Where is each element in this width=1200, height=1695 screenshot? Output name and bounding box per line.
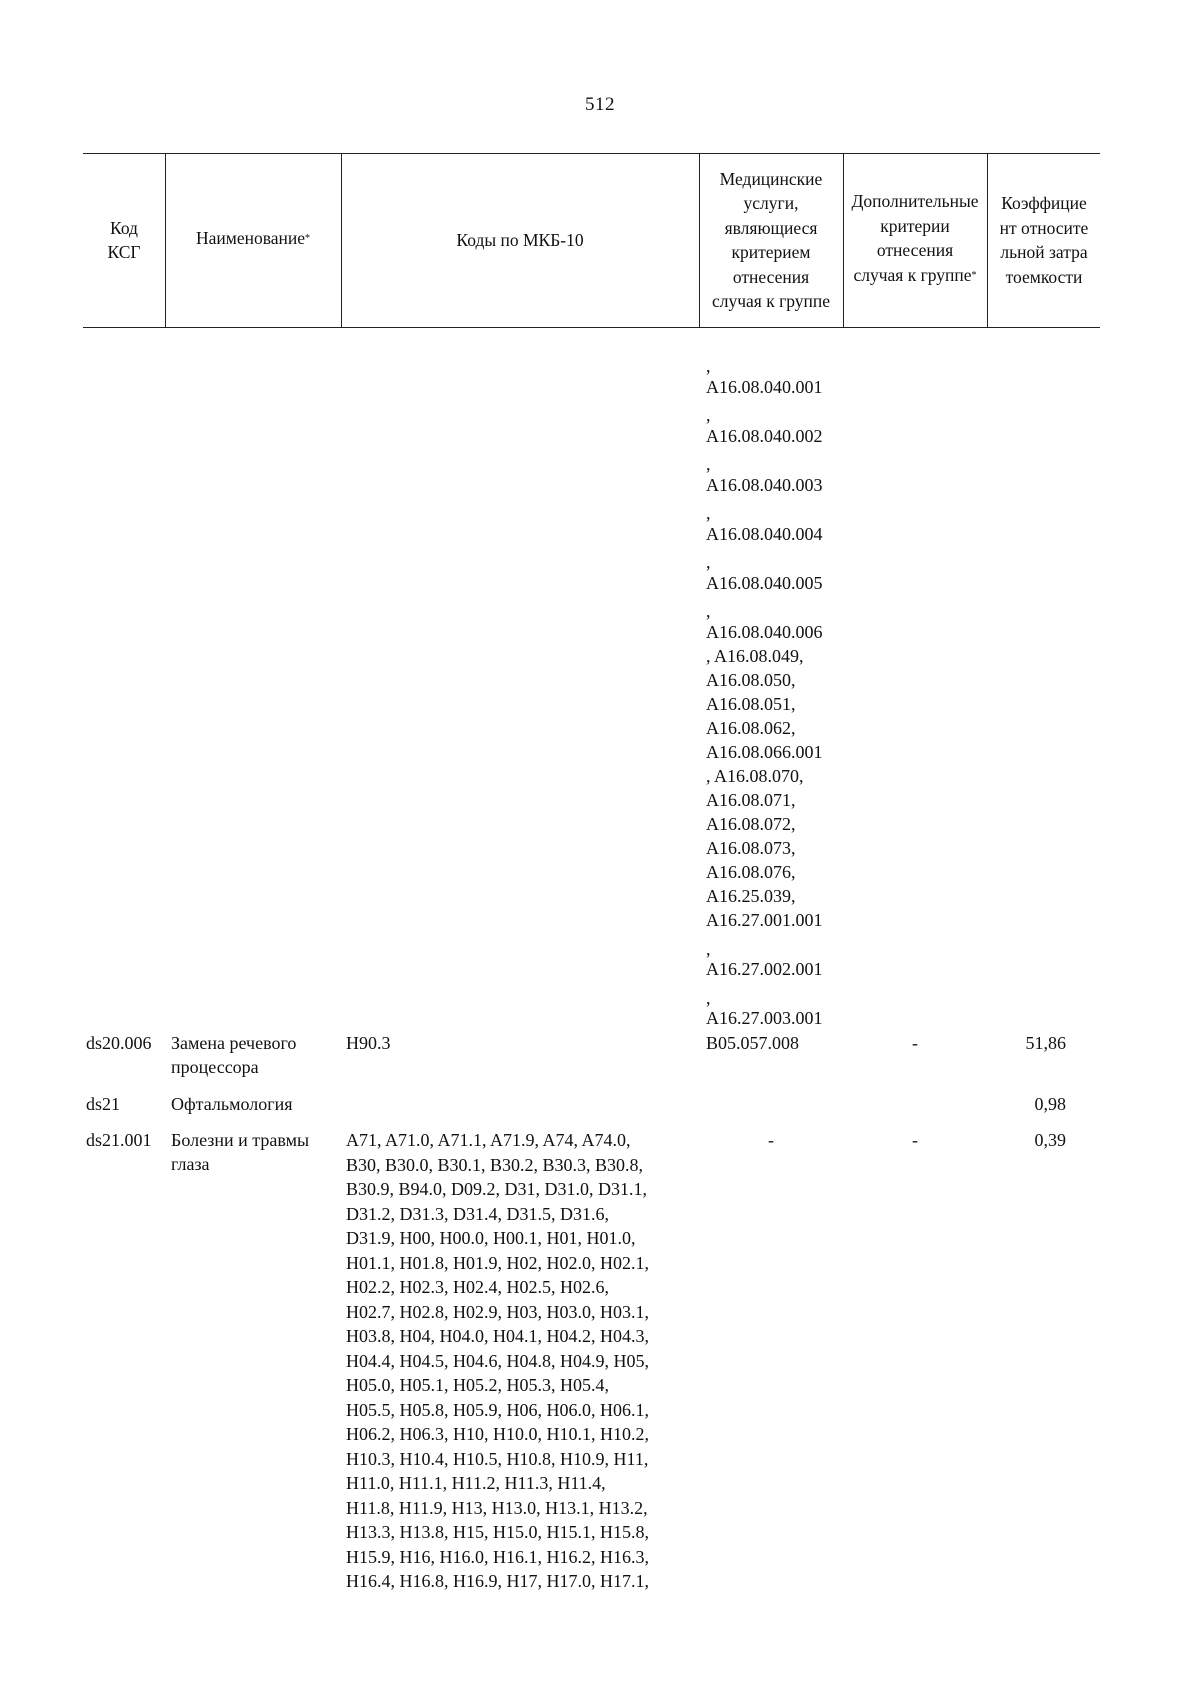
service-code: A16.27.003.001 <box>706 1008 823 1028</box>
mkb-line: H02.2, H02.3, H02.4, H02.5, H02.6, <box>346 1277 609 1297</box>
mkb-line: H06.2, H06.3, H10, H10.0, H10.1, H10.2, <box>346 1424 649 1444</box>
row-name: Замена речевого процессора <box>171 1033 297 1077</box>
mkb-line: H04.4, H04.5, H04.6, H04.8, H04.9, H05, <box>346 1350 649 1371</box>
mkb-line: H13.3, H13.8, H15, H15.0, H15.1, H15.8, <box>346 1522 649 1542</box>
service-code: A16.08.073, <box>706 838 796 858</box>
mkb-line: B30.9, B94.0, D09.2, D31, D31.0, D31.1, <box>346 1179 648 1199</box>
service-code: , A16.08.049, <box>706 646 804 666</box>
service-code: A16.27.002.001 <box>706 959 823 979</box>
header-coefficient: Коэффициент относительной затратоемкости <box>999 193 1089 287</box>
comma: , <box>706 988 711 1008</box>
row-coefficient: 0,39 <box>1034 1130 1066 1150</box>
mkb-line: D31.2, D31.3, D31.4, D31.5, D31.6, <box>346 1203 609 1224</box>
row-coefficient: 51,86 <box>1025 1033 1066 1053</box>
mkb-line: H15.9, H16, H16.0, H16.1, H16.2, H16.3, <box>346 1546 649 1567</box>
row-code: ds20.006 <box>86 1033 152 1053</box>
comma: , <box>706 601 711 621</box>
service-code: , A16.08.070, <box>706 766 804 786</box>
mkb-line: H10.3, H10.4, H10.5, H10.8, H10.9, H11, <box>346 1448 649 1469</box>
row-name: Офтальмология <box>171 1094 293 1114</box>
service-code: A16.08.040.005 <box>706 573 823 593</box>
mkb-line: H02.7, H02.8, H02.9, H03, H03.0, H03.1, <box>346 1301 649 1322</box>
row-extra: - <box>912 1033 918 1053</box>
service-code: A16.08.040.004 <box>706 524 823 544</box>
column-divider <box>341 153 342 327</box>
service-code: A16.25.039, <box>706 886 796 906</box>
header-services: Медицинские услуги, являющиеся критерием отнесения случая к группе <box>711 168 831 311</box>
mkb-line: H05.5, H05.8, H05.9, H06, H06.0, H06.1, <box>346 1399 649 1420</box>
mkb-line: H16.4, H16.8, H16.9, H17, H17.0, H17.1, <box>346 1571 649 1591</box>
comma: , <box>706 552 711 572</box>
mkb-line: H11.0, H11.1, H11.2, H11.3, H11.4, <box>346 1473 606 1493</box>
service-code: A16.08.076, <box>706 862 796 882</box>
header-mkb: Коды по МКБ-10 <box>456 229 584 250</box>
header-name: Наименование* <box>195 227 311 248</box>
page-number: 512 <box>585 94 615 115</box>
row-mkb-list <box>346 1128 706 1594</box>
service-code: A16.08.062, <box>706 718 796 738</box>
service-code: A16.08.040.003 <box>706 475 823 495</box>
column-divider <box>165 153 166 327</box>
service-code: A16.08.040.002 <box>706 426 823 446</box>
mkb-line: H01.1, H01.8, H01.9, H02, H02.0, H02.1, <box>346 1252 649 1273</box>
row-mkb: H90.3 <box>346 1033 391 1053</box>
service-code: A16.08.051, <box>706 694 796 714</box>
mkb-line: B30, B30.0, B30.1, B30.2, B30.3, B30.8, <box>346 1154 644 1175</box>
service-code: A16.08.040.001 <box>706 377 823 397</box>
row-extra: - <box>912 1130 918 1150</box>
service-code: A16.08.066.001 <box>706 742 823 762</box>
row-code: ds21 <box>86 1094 121 1114</box>
mkb-line: H11.8, H11.9, H13, H13.0, H13.1, H13.2, <box>346 1497 648 1518</box>
comma: , <box>706 939 711 959</box>
service-code: A16.08.071, <box>706 790 796 810</box>
comma: , <box>706 356 711 376</box>
comma: , <box>706 405 711 425</box>
service-code: A16.08.050, <box>706 670 796 690</box>
column-divider <box>987 153 988 327</box>
comma: , <box>706 503 711 523</box>
mkb-line: H05.0, H05.1, H05.2, H05.3, H05.4, <box>346 1375 609 1395</box>
row-services: - <box>768 1130 774 1150</box>
row-name: Болезни и травмы глаза <box>171 1130 310 1174</box>
mkb-line: D31.9, H00, H00.0, H00.1, H01, H01.0, <box>346 1228 636 1248</box>
mkb-line: H03.8, H04, H04.0, H04.1, H04.2, H04.3, <box>346 1326 649 1346</box>
service-code: A16.27.001.001 <box>706 910 823 930</box>
column-divider <box>699 153 700 327</box>
service-code: A16.08.040.006 <box>706 622 823 642</box>
header-extra-criteria: Дополнительные критерии отнесения случая к группе* <box>851 191 979 285</box>
header-code: Код КСГ <box>107 217 141 262</box>
row-code: ds21.001 <box>86 1130 152 1150</box>
column-divider <box>843 153 844 327</box>
row-services: B05.057.008 <box>706 1033 800 1053</box>
service-code: A16.08.072, <box>706 814 796 834</box>
mkb-line: A71, A71.0, A71.1, A71.9, A74, A74.0, <box>346 1130 631 1150</box>
row-coefficient: 0,98 <box>1034 1094 1066 1114</box>
comma: , <box>706 454 711 474</box>
